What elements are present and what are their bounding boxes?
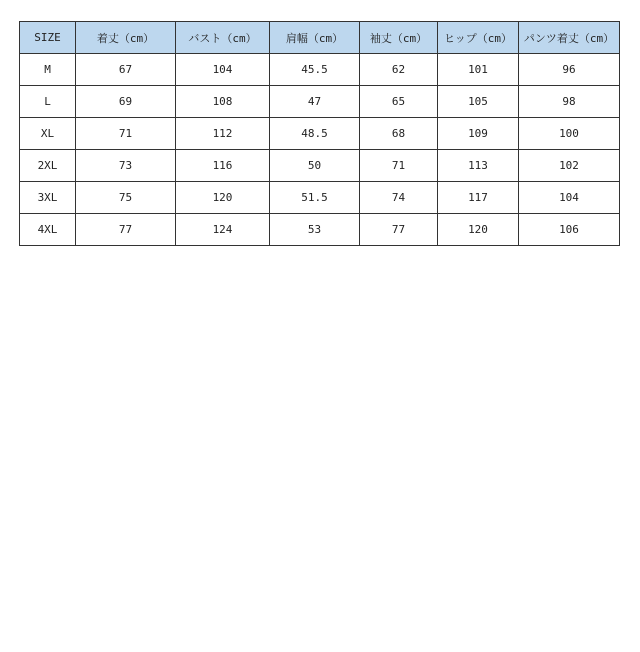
table-row [20, 214, 620, 246]
cell-bust: 104 [176, 54, 270, 86]
cell-bust: 124 [176, 214, 270, 246]
header-length: 着丈（cm） [76, 22, 176, 54]
cell-sleeve: 74 [360, 182, 438, 214]
cell-sleeve: 62 [360, 54, 438, 86]
header-size: SIZE [20, 22, 76, 54]
cell-hip: 113 [438, 150, 519, 182]
cell-pants-length: 104 [519, 182, 620, 214]
header-bust: バスト（cm） [176, 22, 270, 54]
table-header [20, 22, 620, 54]
cell-size: 2XL [20, 150, 76, 182]
cell-length: 71 [76, 118, 176, 150]
cell-size: 4XL [20, 214, 76, 246]
cell-shoulder: 48.5 [270, 118, 360, 150]
cell-shoulder: 53 [270, 214, 360, 246]
header-shoulder: 肩幅（cm） [270, 22, 360, 54]
table-row [20, 54, 620, 86]
cell-length: 75 [76, 182, 176, 214]
cell-sleeve: 71 [360, 150, 438, 182]
header-pants-length: パンツ着丈（cm） [519, 22, 620, 54]
cell-hip: 105 [438, 86, 519, 118]
cell-sleeve: 65 [360, 86, 438, 118]
cell-hip: 120 [438, 214, 519, 246]
cell-hip: 117 [438, 182, 519, 214]
cell-pants-length: 106 [519, 214, 620, 246]
cell-size: L [20, 86, 76, 118]
cell-size: M [20, 54, 76, 86]
size-chart-table [19, 21, 620, 246]
table-row [20, 118, 620, 150]
table-body [20, 54, 620, 246]
table-row [20, 150, 620, 182]
cell-length: 67 [76, 54, 176, 86]
cell-shoulder: 47 [270, 86, 360, 118]
header-hip: ヒップ（cm） [438, 22, 519, 54]
cell-bust: 116 [176, 150, 270, 182]
cell-shoulder: 51.5 [270, 182, 360, 214]
cell-hip: 101 [438, 54, 519, 86]
cell-size: 3XL [20, 182, 76, 214]
table-row [20, 86, 620, 118]
cell-length: 73 [76, 150, 176, 182]
cell-shoulder: 50 [270, 150, 360, 182]
cell-sleeve: 68 [360, 118, 438, 150]
cell-length: 77 [76, 214, 176, 246]
table-row [20, 182, 620, 214]
cell-bust: 112 [176, 118, 270, 150]
cell-shoulder: 45.5 [270, 54, 360, 86]
cell-bust: 120 [176, 182, 270, 214]
cell-sleeve: 77 [360, 214, 438, 246]
cell-size: XL [20, 118, 76, 150]
cell-pants-length: 102 [519, 150, 620, 182]
cell-pants-length: 98 [519, 86, 620, 118]
cell-pants-length: 96 [519, 54, 620, 86]
cell-pants-length: 100 [519, 118, 620, 150]
cell-hip: 109 [438, 118, 519, 150]
header-sleeve: 袖丈（cm） [360, 22, 438, 54]
cell-length: 69 [76, 86, 176, 118]
cell-bust: 108 [176, 86, 270, 118]
header-row [20, 22, 620, 54]
